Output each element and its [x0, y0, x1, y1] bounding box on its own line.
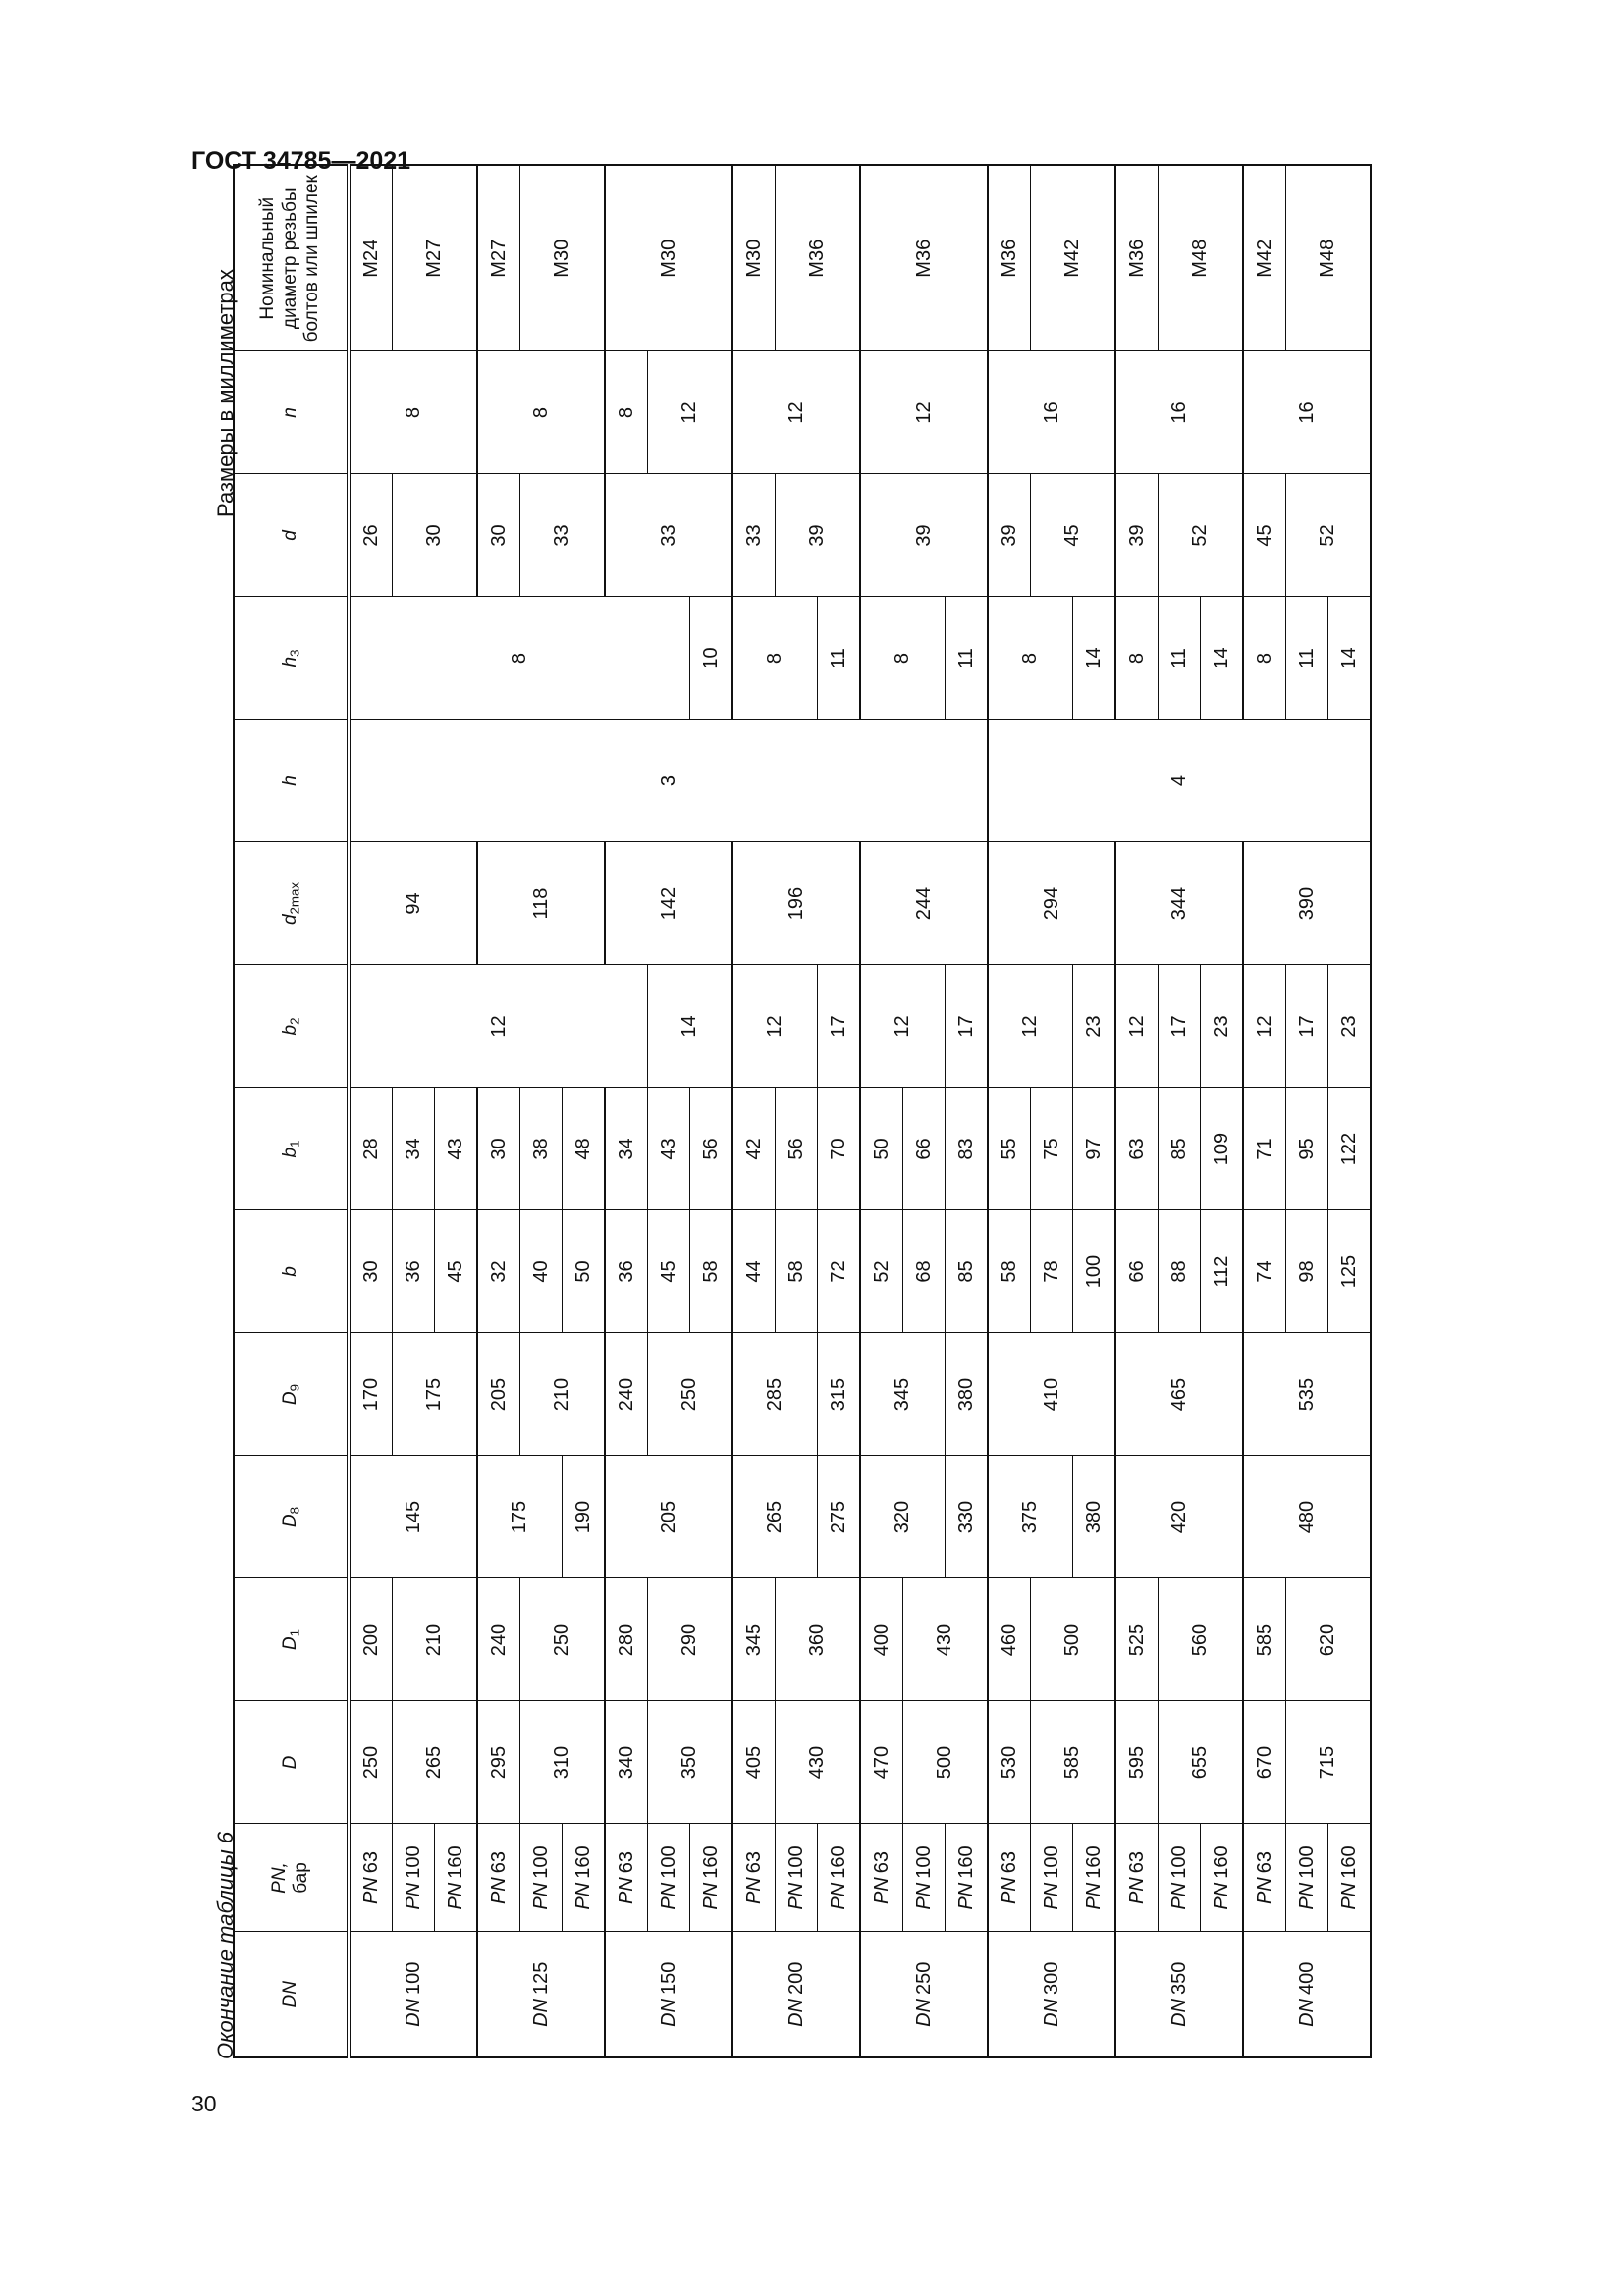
b1-cell: 75: [1031, 1088, 1073, 1210]
d-cell: 45: [1031, 474, 1116, 597]
dn-cell: DN 250: [860, 1932, 988, 2057]
D1-cell: 460: [988, 1578, 1031, 1701]
table-row: [648, 165, 690, 2057]
d2max-cell: 196: [732, 842, 860, 965]
D1-cell: 345: [732, 1578, 776, 1701]
pn-cell: PN 63: [988, 1824, 1031, 1932]
D-cell: 295: [477, 1701, 520, 1824]
b2-cell: 17: [1159, 965, 1201, 1088]
D9-cell: 535: [1243, 1333, 1371, 1456]
D9-cell: 240: [605, 1333, 648, 1456]
b-cell: 98: [1286, 1210, 1328, 1333]
table-row: [988, 165, 1031, 2057]
D9-cell: 205: [477, 1333, 520, 1456]
header-dn: DN: [234, 1932, 349, 2057]
table-caption: Окончание таблицы 6: [213, 1831, 238, 2059]
h3-cell: 8: [1243, 597, 1286, 720]
h3-cell: 10: [690, 597, 733, 720]
pn-cell: PN 160: [563, 1824, 606, 1932]
header-D1: $D_1$: [234, 1578, 349, 1701]
thread-cell: M48: [1286, 165, 1372, 351]
h3-cell: 11: [1159, 597, 1201, 720]
D9-cell: 345: [860, 1333, 946, 1456]
D-cell: 530: [988, 1701, 1031, 1824]
pn-cell: PN 63: [1243, 1824, 1286, 1932]
b2-cell: 17: [1286, 965, 1328, 1088]
b2-cell: 14: [648, 965, 733, 1088]
dn-cell: DN 300: [988, 1932, 1115, 2057]
b2-cell: 23: [1201, 965, 1244, 1088]
b-cell: 58: [776, 1210, 818, 1333]
thread-cell: M30: [520, 165, 606, 351]
D-cell: 655: [1159, 1701, 1244, 1824]
d2max-cell: 344: [1115, 842, 1243, 965]
b1-cell: 56: [776, 1088, 818, 1210]
D-cell: 405: [732, 1701, 776, 1824]
d-cell: 30: [477, 474, 520, 597]
header-b2: $b_2$: [234, 965, 349, 1088]
pn-cell: PN 63: [732, 1824, 776, 1932]
b2-cell: 12: [1115, 965, 1159, 1088]
D-cell: 715: [1286, 1701, 1372, 1824]
b1-cell: 55: [988, 1088, 1031, 1210]
h3-cell: 11: [946, 597, 989, 720]
d-cell: 52: [1159, 474, 1244, 597]
D1-cell: 500: [1031, 1578, 1116, 1701]
b1-cell: 66: [903, 1088, 946, 1210]
thread-cell: M36: [1115, 165, 1159, 351]
h3-cell: 8: [860, 597, 946, 720]
D9-cell: 250: [648, 1333, 733, 1456]
b-cell: 52: [860, 1210, 903, 1333]
pn-cell: PN 100: [1159, 1824, 1201, 1932]
pn-cell: PN 100: [903, 1824, 946, 1932]
d-cell: 33: [520, 474, 606, 597]
header-D8: $D_8$: [234, 1456, 349, 1578]
thread-cell: M42: [1243, 165, 1286, 351]
header-n: n: [234, 351, 349, 474]
thread-cell: M30: [605, 165, 732, 351]
n-cell: 12: [860, 351, 988, 474]
dn-cell: DN 150: [605, 1932, 732, 2057]
b1-cell: 85: [1159, 1088, 1201, 1210]
d-cell: 33: [732, 474, 776, 597]
pn-cell: PN 100: [648, 1824, 690, 1932]
D-cell: 500: [903, 1701, 989, 1824]
b2-cell: 12: [1243, 965, 1286, 1088]
pn-cell: PN 160: [1073, 1824, 1116, 1932]
thread-cell: M36: [860, 165, 988, 351]
n-cell: 16: [1115, 351, 1243, 474]
b2-cell: 12: [988, 965, 1073, 1088]
b-cell: 32: [477, 1210, 520, 1333]
D-cell: 670: [1243, 1701, 1286, 1824]
header-d: d: [234, 474, 349, 597]
D9-cell: 285: [732, 1333, 818, 1456]
b-cell: 40: [520, 1210, 563, 1333]
thread-cell: M24: [349, 165, 393, 351]
table-row: [605, 165, 648, 2057]
b-cell: 78: [1031, 1210, 1073, 1333]
h3-cell: 14: [1201, 597, 1244, 720]
pn-cell: PN 63: [860, 1824, 903, 1932]
pn-cell: PN 63: [1115, 1824, 1159, 1932]
D1-cell: 400: [860, 1578, 903, 1701]
d-cell: 30: [393, 474, 478, 597]
D-cell: 310: [520, 1701, 606, 1824]
d2max-cell: 244: [860, 842, 988, 965]
b2-cell: 12: [349, 965, 648, 1088]
units-note: Размеры в миллиметрах: [213, 269, 238, 517]
pn-cell: PN 160: [946, 1824, 989, 1932]
header-d2max: $d_{2max}$: [234, 842, 349, 965]
d-cell: 45: [1243, 474, 1286, 597]
d-cell: 39: [988, 474, 1031, 597]
b1-cell: 38: [520, 1088, 563, 1210]
D9-cell: 410: [988, 1333, 1115, 1456]
b1-cell: 48: [563, 1088, 606, 1210]
b1-cell: 42: [732, 1088, 776, 1210]
D1-cell: 430: [903, 1578, 989, 1701]
D-cell: 595: [1115, 1701, 1159, 1824]
thread-cell: M27: [393, 165, 478, 351]
D1-cell: 200: [349, 1578, 393, 1701]
b1-cell: 70: [818, 1088, 861, 1210]
b1-cell: 28: [349, 1088, 393, 1210]
D1-cell: 560: [1159, 1578, 1244, 1701]
D8-cell: 145: [349, 1456, 477, 1578]
header-h: h: [234, 720, 349, 842]
header-b: b: [234, 1210, 349, 1333]
D9-cell: 175: [393, 1333, 478, 1456]
D1-cell: 280: [605, 1578, 648, 1701]
b-cell: 74: [1243, 1210, 1286, 1333]
pn-cell: PN 100: [520, 1824, 563, 1932]
D9-cell: 465: [1115, 1333, 1243, 1456]
pn-cell: PN 100: [1286, 1824, 1328, 1932]
b1-cell: 95: [1286, 1088, 1328, 1210]
D1-cell: 585: [1243, 1578, 1286, 1701]
pn-cell: PN 100: [393, 1824, 435, 1932]
D1-cell: 360: [776, 1578, 861, 1701]
b1-cell: 71: [1243, 1088, 1286, 1210]
n-cell: 12: [648, 351, 733, 474]
h3-cell: 8: [349, 597, 690, 720]
b-cell: 58: [988, 1210, 1031, 1333]
header-thread: Номинальный диаметр резьбы болтов или шпилек: [234, 165, 349, 351]
D9-cell: 210: [520, 1333, 606, 1456]
d-cell: 39: [776, 474, 861, 597]
D8-cell: 320: [860, 1456, 946, 1578]
d2max-cell: 142: [605, 842, 732, 965]
pn-cell: PN 160: [1201, 1824, 1244, 1932]
table-row: [477, 165, 520, 2057]
header-D9: $D_9$: [234, 1333, 349, 1456]
h3-cell: 14: [1073, 597, 1116, 720]
h-cell: 3: [349, 720, 988, 842]
h3-cell: 14: [1328, 597, 1372, 720]
b-cell: 66: [1115, 1210, 1159, 1333]
thread-cell: M36: [776, 165, 861, 351]
D-cell: 340: [605, 1701, 648, 1824]
dn-cell: DN 350: [1115, 1932, 1243, 2057]
D-cell: 265: [393, 1701, 478, 1824]
dn-cell: DN 400: [1243, 1932, 1371, 2057]
D8-cell: 380: [1073, 1456, 1116, 1578]
dn-cell: DN 200: [732, 1932, 860, 2057]
D1-cell: 240: [477, 1578, 520, 1701]
d2max-cell: 94: [349, 842, 477, 965]
thread-cell: M27: [477, 165, 520, 351]
b-cell: 36: [393, 1210, 435, 1333]
d2max-cell: 294: [988, 842, 1115, 965]
n-cell: 8: [477, 351, 605, 474]
D1-cell: 525: [1115, 1578, 1159, 1701]
D-cell: 430: [776, 1701, 861, 1824]
b-cell: 112: [1201, 1210, 1244, 1333]
d-cell: 39: [1115, 474, 1159, 597]
h3-cell: 11: [818, 597, 861, 720]
pn-cell: PN 100: [776, 1824, 818, 1932]
pn-cell: PN 160: [818, 1824, 861, 1932]
header-b1: $b_1$: [234, 1088, 349, 1210]
D9-cell: 380: [946, 1333, 989, 1456]
n-cell: 16: [1243, 351, 1371, 474]
d2max-cell: 118: [477, 842, 605, 965]
d-cell: 52: [1286, 474, 1372, 597]
D8-cell: 205: [605, 1456, 732, 1578]
page-number: 30: [191, 2091, 217, 2116]
table-body: [349, 165, 1371, 2057]
b-cell: 36: [605, 1210, 648, 1333]
b-cell: 100: [1073, 1210, 1116, 1333]
b-cell: 30: [349, 1210, 393, 1333]
D8-cell: 330: [946, 1456, 989, 1578]
b-cell: 72: [818, 1210, 861, 1333]
D-cell: 585: [1031, 1701, 1116, 1824]
h3-cell: 8: [732, 597, 818, 720]
n-cell: 8: [605, 351, 648, 474]
D1-cell: 210: [393, 1578, 478, 1701]
b2-cell: 12: [860, 965, 946, 1088]
h3-cell: 8: [988, 597, 1073, 720]
b1-cell: 83: [946, 1088, 989, 1210]
header-pn: PN, бар: [234, 1824, 349, 1932]
b2-cell: 23: [1328, 965, 1372, 1088]
table-header-row: [234, 165, 349, 2057]
b-cell: 45: [648, 1210, 690, 1333]
b-cell: 85: [946, 1210, 989, 1333]
n-cell: 8: [349, 351, 477, 474]
b-cell: 50: [563, 1210, 606, 1333]
pn-cell: PN 160: [690, 1824, 733, 1932]
flange-dimensions-table: [233, 164, 1372, 2058]
table-row: [349, 165, 393, 2057]
D1-cell: 250: [520, 1578, 606, 1701]
table-row: [860, 165, 903, 2057]
D8-cell: 420: [1115, 1456, 1243, 1578]
b-cell: 125: [1328, 1210, 1372, 1333]
dn-cell: DN 125: [477, 1932, 605, 2057]
D8-cell: 265: [732, 1456, 818, 1578]
D1-cell: 620: [1286, 1578, 1372, 1701]
header-D: D: [234, 1701, 349, 1824]
b-cell: 45: [435, 1210, 478, 1333]
b2-cell: 23: [1073, 965, 1116, 1088]
thread-cell: M48: [1159, 165, 1244, 351]
b2-cell: 17: [946, 965, 989, 1088]
header-h3: $h_3$: [234, 597, 349, 720]
h3-cell: 8: [1115, 597, 1159, 720]
thread-cell: M42: [1031, 165, 1116, 351]
d-cell: 33: [605, 474, 732, 597]
b1-cell: 34: [393, 1088, 435, 1210]
D8-cell: 190: [563, 1456, 606, 1578]
b2-cell: 17: [818, 965, 861, 1088]
D-cell: 250: [349, 1701, 393, 1824]
h3-cell: 11: [1286, 597, 1328, 720]
D1-cell: 290: [648, 1578, 733, 1701]
thread-cell: M36: [988, 165, 1031, 351]
b-cell: 88: [1159, 1210, 1201, 1333]
h-cell: 4: [988, 720, 1371, 842]
D9-cell: 315: [818, 1333, 861, 1456]
b-cell: 44: [732, 1210, 776, 1333]
D8-cell: 175: [477, 1456, 563, 1578]
b-cell: 58: [690, 1210, 733, 1333]
D8-cell: 275: [818, 1456, 861, 1578]
b1-cell: 63: [1115, 1088, 1159, 1210]
b1-cell: 34: [605, 1088, 648, 1210]
pn-cell: PN 63: [349, 1824, 393, 1932]
pn-cell: PN 63: [605, 1824, 648, 1932]
d-cell: 39: [860, 474, 988, 597]
pn-cell: PN 160: [1328, 1824, 1372, 1932]
b1-cell: 30: [477, 1088, 520, 1210]
b1-cell: 97: [1073, 1088, 1116, 1210]
document-title: ГОСТ 34785—2021: [191, 147, 411, 175]
d2max-cell: 390: [1243, 842, 1371, 965]
flange-dimensions-table-wrapper: [233, 175, 1360, 2058]
D9-cell: 170: [349, 1333, 393, 1456]
b-cell: 68: [903, 1210, 946, 1333]
thread-cell: M30: [732, 165, 776, 351]
b1-cell: 122: [1328, 1088, 1372, 1210]
D-cell: 470: [860, 1701, 903, 1824]
pn-cell: PN 63: [477, 1824, 520, 1932]
table-row: [1243, 165, 1286, 2057]
b1-cell: 43: [435, 1088, 478, 1210]
D-cell: 350: [648, 1701, 733, 1824]
b1-cell: 109: [1201, 1088, 1244, 1210]
b1-cell: 50: [860, 1088, 903, 1210]
b1-cell: 43: [648, 1088, 690, 1210]
D8-cell: 375: [988, 1456, 1073, 1578]
pn-cell: PN 160: [435, 1824, 478, 1932]
pn-cell: PN 100: [1031, 1824, 1073, 1932]
table-row: [1115, 165, 1159, 2057]
D8-cell: 480: [1243, 1456, 1371, 1578]
b1-cell: 56: [690, 1088, 733, 1210]
dn-cell: DN 100: [349, 1932, 477, 2057]
table-row: [732, 165, 776, 2057]
n-cell: 16: [988, 351, 1115, 474]
n-cell: 12: [732, 351, 860, 474]
b2-cell: 12: [732, 965, 818, 1088]
d-cell: 26: [349, 474, 393, 597]
